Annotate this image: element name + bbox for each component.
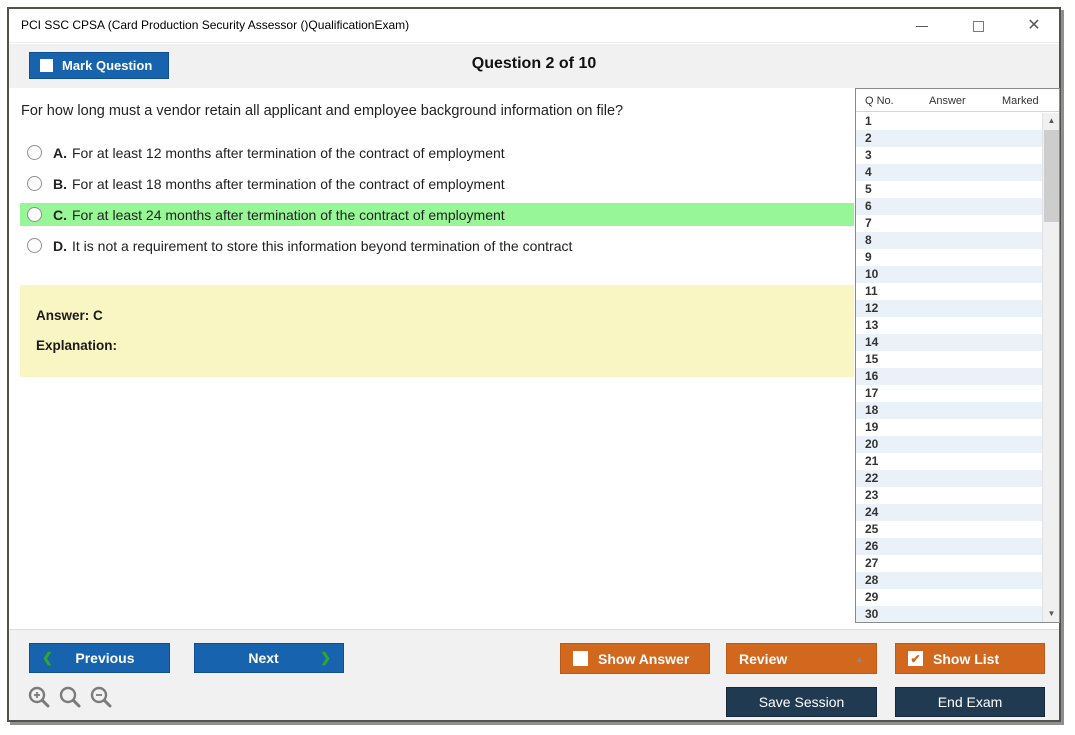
mark-question-label: Mark Question: [62, 58, 153, 73]
show-answer-label: Show Answer: [598, 650, 690, 667]
question-list-row[interactable]: 15: [856, 351, 1042, 368]
check-icon: ✔: [910, 651, 921, 666]
question-list-row[interactable]: 24: [856, 504, 1042, 521]
maximize-icon: [973, 21, 984, 32]
radio-option-a[interactable]: [27, 145, 42, 160]
question-list-panel: [855, 88, 1060, 623]
question-list-row[interactable]: 11: [856, 283, 1042, 300]
chevron-right-icon: ❯: [320, 650, 331, 665]
review-dropdown[interactable]: [726, 643, 877, 674]
question-list-row[interactable]: 16: [856, 368, 1042, 385]
option-a[interactable]: [20, 141, 854, 164]
option-text: For at least 18 months after termination of the contract of employment: [72, 175, 505, 192]
chevron-left-icon: ❮: [42, 650, 53, 665]
explanation-label: Explanation:: [36, 338, 118, 353]
header-bar: [9, 44, 1059, 88]
option-text: For at least 24 months after termination of the contract of employment: [72, 206, 505, 223]
question-list-row[interactable]: 8: [856, 232, 1042, 249]
options-list: [20, 141, 854, 265]
radio-option-b[interactable]: [27, 176, 42, 191]
answer-label: Answer: C: [36, 308, 103, 323]
question-list-row[interactable]: 17: [856, 385, 1042, 402]
question-list-row[interactable]: 27: [856, 555, 1042, 572]
question-list-row[interactable]: 25: [856, 521, 1042, 538]
show-list-label: Show List: [933, 650, 1000, 667]
question-list-row[interactable]: 4: [856, 164, 1042, 181]
end-exam-button[interactable]: [895, 687, 1045, 717]
radio-option-d[interactable]: [27, 238, 42, 253]
option-letter: D.: [53, 237, 67, 254]
zoom-reset-icon[interactable]: [58, 685, 82, 709]
option-letter: C.: [53, 206, 67, 223]
column-marked: Marked: [1002, 95, 1039, 107]
option-b[interactable]: [20, 172, 854, 195]
question-list-row[interactable]: 26: [856, 538, 1042, 555]
option-d[interactable]: [20, 234, 854, 257]
minimize-icon: [916, 26, 928, 27]
question-list-row[interactable]: 14: [856, 334, 1042, 351]
question-list-row[interactable]: 1: [856, 113, 1042, 130]
maximize-button[interactable]: [967, 15, 989, 37]
show-list-checkbox[interactable]: [908, 651, 923, 666]
title-bar: [9, 9, 1059, 43]
question-list-row[interactable]: 19: [856, 419, 1042, 436]
option-text: It is not a requirement to store this information beyond termination of the contract: [72, 237, 573, 254]
dropdown-up-icon: ▲: [855, 653, 864, 664]
column-answer: Answer: [929, 95, 966, 107]
scrollbar-thumb[interactable]: [1044, 130, 1059, 222]
exam-window: [7, 7, 1061, 722]
show-list-button[interactable]: [895, 643, 1045, 674]
save-session-button[interactable]: [726, 687, 877, 717]
question-list-row[interactable]: 22: [856, 470, 1042, 487]
question-list-header: [856, 89, 1059, 112]
scroll-up-icon[interactable]: ▲: [1047, 116, 1056, 125]
question-list-row[interactable]: 18: [856, 402, 1042, 419]
question-list-row[interactable]: 5: [856, 181, 1042, 198]
question-list-row[interactable]: 2: [856, 130, 1042, 147]
option-letter: B.: [53, 175, 67, 192]
window-controls: [911, 9, 1045, 43]
question-list-row[interactable]: 30: [856, 606, 1042, 622]
question-list-row[interactable]: 6: [856, 198, 1042, 215]
zoom-in-icon[interactable]: [27, 685, 51, 709]
question-list-row[interactable]: 9: [856, 249, 1042, 266]
minimize-button[interactable]: [911, 15, 933, 37]
window-title: PCI SSC CPSA (Card Production Security Assessor ()QualificationExam): [21, 18, 410, 32]
answer-box: [20, 285, 854, 377]
zoom-out-icon[interactable]: [89, 685, 113, 709]
show-answer-checkbox[interactable]: [573, 651, 588, 666]
question-list-row[interactable]: 3: [856, 147, 1042, 164]
save-session-label: Save Session: [758, 694, 845, 710]
question-list-scrollbar[interactable]: [1042, 113, 1059, 622]
review-label: Review: [739, 650, 788, 667]
column-qno: Q No.: [865, 95, 894, 107]
bottom-toolbar: [9, 629, 1059, 720]
question-list-row[interactable]: 29: [856, 589, 1042, 606]
question-list-row[interactable]: 7: [856, 215, 1042, 232]
show-answer-button[interactable]: [560, 643, 710, 674]
question-list-row[interactable]: 13: [856, 317, 1042, 334]
question-list-row[interactable]: 28: [856, 572, 1042, 589]
question-list-row[interactable]: 23: [856, 487, 1042, 504]
radio-option-c[interactable]: [27, 207, 42, 222]
option-letter: A.: [53, 144, 67, 161]
question-list-rows: [856, 113, 1042, 622]
option-text: For at least 12 months after termination of the contract of employment: [72, 144, 505, 161]
end-exam-label: End Exam: [937, 694, 1003, 710]
close-button[interactable]: [1023, 15, 1045, 37]
zoom-tools: [27, 685, 113, 709]
question-list-row[interactable]: 12: [856, 300, 1042, 317]
question-list-row[interactable]: 10: [856, 266, 1042, 283]
next-button[interactable]: [194, 643, 344, 673]
option-c-correct[interactable]: [20, 203, 854, 226]
previous-label: Previous: [75, 650, 135, 666]
question-list-row[interactable]: 21: [856, 453, 1042, 470]
question-text: For how long must a vendor retain all applicant and employee background information on file?: [21, 103, 624, 119]
scroll-down-icon[interactable]: ▼: [1047, 609, 1056, 618]
previous-button[interactable]: [29, 643, 170, 673]
question-counter: Question 2 of 10: [471, 55, 597, 72]
close-icon: ✕: [1027, 17, 1041, 34]
question-list-row[interactable]: 20: [856, 436, 1042, 453]
next-label: Next: [248, 650, 279, 666]
